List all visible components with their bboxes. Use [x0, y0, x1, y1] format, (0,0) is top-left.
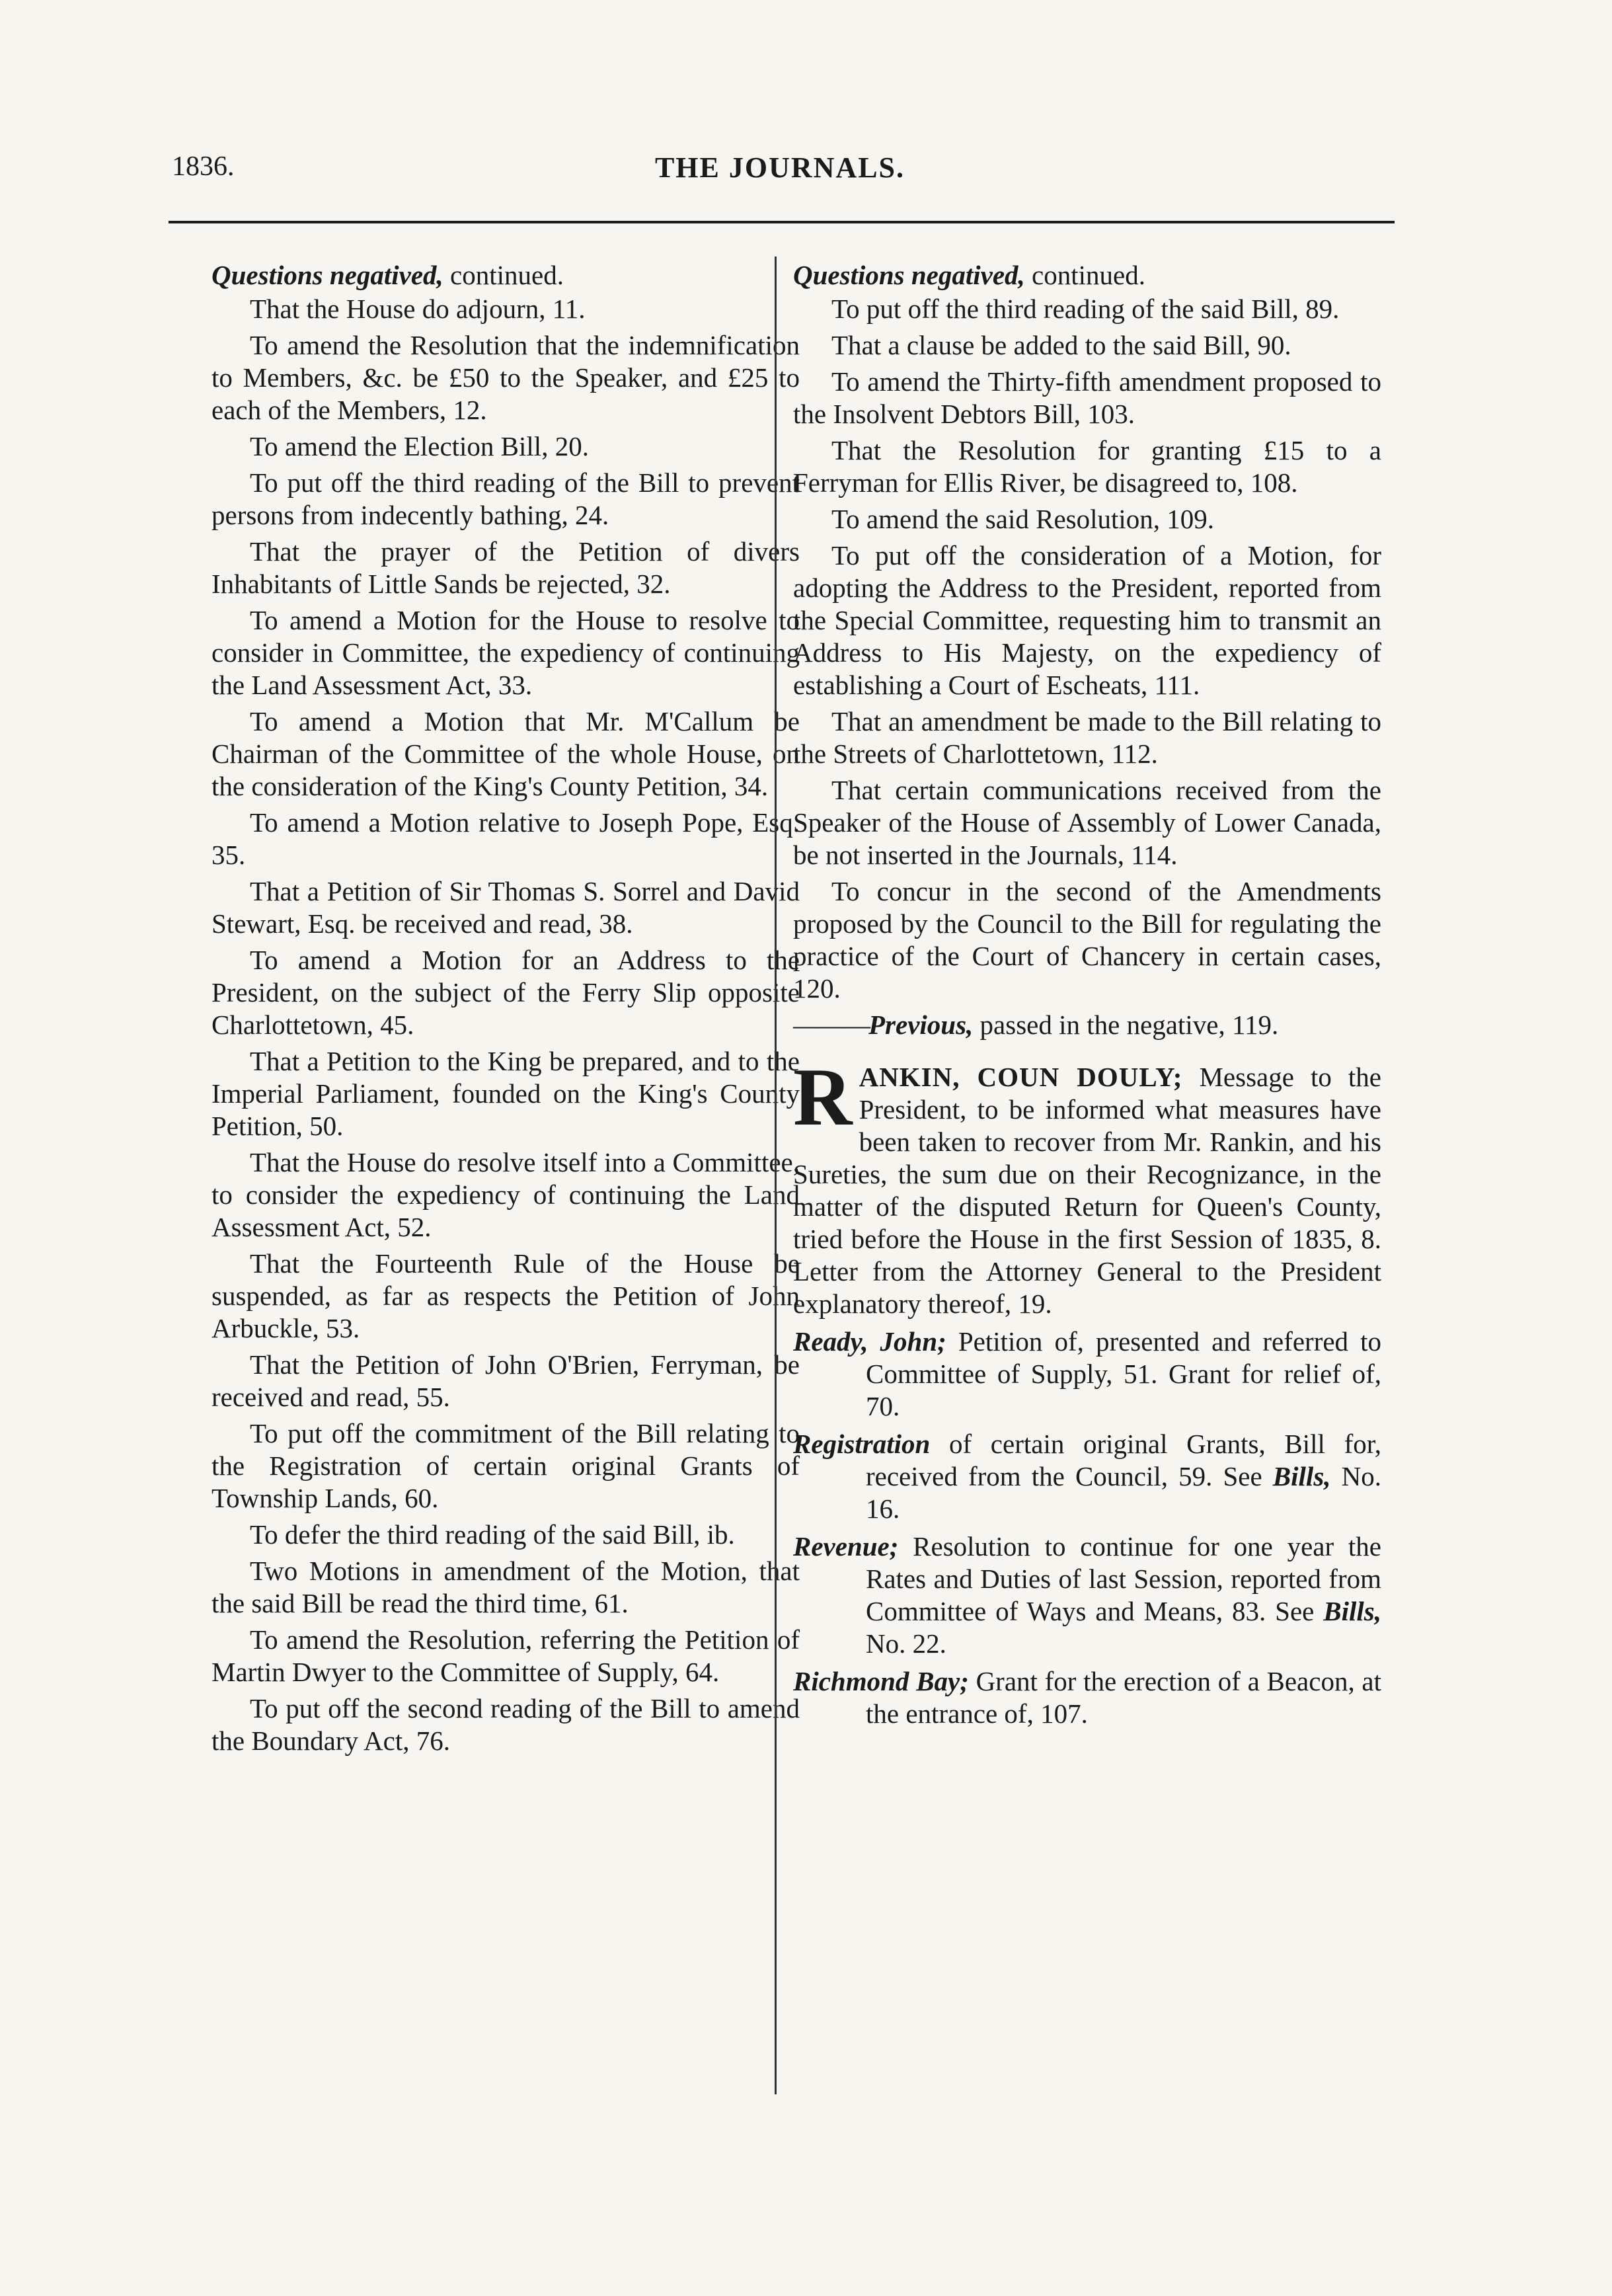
list-item: Two Motions in amendment of the Motion, that the said Bill be read the third time, 61.	[211, 1556, 800, 1618]
list-item: That an amendment be made to the Bill relating to the Streets of Charlottetown, 112.	[793, 706, 1381, 769]
list-item: That a Petition to the King be prepared, and to the Imperial Parliament, founded on the King's County Petition, 50.	[211, 1046, 800, 1141]
right-column	[793, 259, 1381, 1735]
column-divider	[775, 257, 777, 2094]
list-item: That a clause be added to the said Bill, 90.	[831, 330, 1291, 360]
index-entry-revenue: Revenue; Resolution to continue for one year the Rates and Duties of last Session, reported from Committee of Ways and Means, 83. See Bills, No. 22.	[793, 1531, 1381, 1659]
index-entry-richmond-bay: Richmond Bay; Grant for the erection of a Beacon, at the entrance of, 107.	[793, 1666, 1382, 1729]
section-heading: Questions negatived, continued.	[211, 260, 564, 290]
page-title: THE JOURNALS.	[654, 151, 905, 184]
entry-text: Message to the President, to be informed what measures have been taken to recover from Mr. Rankin, and his Sureties, the sum due on their Recognizance, in the matter of the disputed Return for Queen's County, tried before the House in the first Session of 1835, 8. Letter from the Attorney General to the President explanatory thereof, 19.	[793, 1062, 1381, 1319]
list-item: That the Fourteenth Rule of the House be suspended, as far as respects the Petition of John Arbuckle, 53.	[211, 1248, 800, 1343]
list-item: To put off the second reading of the Bill to amend the Boundary Act, 76.	[211, 1693, 800, 1756]
list-item: To amend the Thirty-fifth amendment proposed to the Insolvent Debtors Bill, 103.	[793, 366, 1381, 429]
list-item: To put off the third reading of the said Bill, 89.	[831, 294, 1340, 324]
list-item: To amend the said Resolution, 109.	[831, 504, 1215, 534]
header-rule	[169, 221, 1395, 223]
page-header	[172, 151, 1388, 197]
previous-question-line: ———Previous, passed in the negative, 119.	[793, 1009, 1279, 1040]
entry-lead: ANKIN, COUN DOULY;	[859, 1062, 1183, 1092]
list-item: That the House do resolve itself into a Committee, to consider the expediency of continuing the Land Assessment Act, 52.	[211, 1147, 800, 1242]
list-item: That the Petition of John O'Brien, Ferryman, be received and read, 55.	[211, 1349, 800, 1412]
list-item: To amend a Motion that Mr. M'Callum be Chairman of the Committee of the whole House, on the consideration of the King's County Petition, 34.	[211, 706, 800, 801]
list-item: To amend the Resolution that the indemnification to Members, &c. be £50 to the Speaker, and £25 to each of the Members, 12.	[211, 330, 800, 425]
list-item: To amend a Motion for the House to resolve to consider in Committee, the expediency of continuing the Land Assessment Act, 33.	[211, 605, 800, 700]
list-item: To amend a Motion relative to Joseph Pope, Esq. 35.	[211, 807, 800, 870]
page-year: 1836.	[172, 151, 235, 182]
list-item: To put off the third reading of the Bill to prevent persons from indecently bathing, 24.	[211, 467, 800, 530]
list-item: To amend the Resolution, referring the Petition of Martin Dwyer to the Committee of Supply, 64.	[211, 1624, 800, 1687]
index-entry-ready: Ready, John; Petition of, presented and referred to Committee of Supply, 51. Grant for relief of, 70.	[793, 1326, 1382, 1421]
list-item: To amend a Motion for an Address to the President, on the subject of the Ferry Slip opposite Charlottetown, 45.	[211, 945, 800, 1040]
list-item: To put off the consideration of a Motion, for adopting the Address to the President, reported from the Special Committee, requesting him to transmit an Address to His Majesty, on the expediency of establishing a Court of Escheats, 111.	[793, 540, 1381, 700]
left-column	[211, 259, 800, 1761]
list-item: That certain communications received from the Speaker of the House of Assembly of Lower Canada, be not inserted in the Journals, 114.	[793, 775, 1381, 870]
index-entry-registration: Registration of certain original Grants, Bill for, received from the Council, 59. See Bills, No. 16.	[793, 1429, 1381, 1524]
list-item: That the Resolution for granting £15 to a Ferryman for Ellis River, be disagreed to, 108.	[793, 435, 1381, 498]
list-item: To defer the third reading of the said Bill, ib.	[250, 1519, 735, 1550]
rankin-entry	[793, 1061, 1381, 1320]
list-item: To amend the Election Bill, 20.	[250, 431, 589, 461]
section-heading: Questions negatived, continued.	[793, 260, 1145, 290]
drop-cap: R	[793, 1061, 853, 1142]
list-item: That the House do adjourn, 11.	[250, 294, 586, 324]
list-item: To put off the commitment of the Bill relating to the Registration of certain original Grants of Township Lands, 60.	[211, 1418, 800, 1513]
list-item: That the prayer of the Petition of divers Inhabitants of Little Sands be rejected, 32.	[211, 536, 800, 599]
list-item: That a Petition of Sir Thomas S. Sorrel and David Stewart, Esq. be received and read, 38.	[211, 876, 800, 939]
list-item: To concur in the second of the Amendments proposed by the Council to the Bill for regulating the practice of the Court of Chancery in certain cases, 120.	[793, 876, 1381, 1004]
